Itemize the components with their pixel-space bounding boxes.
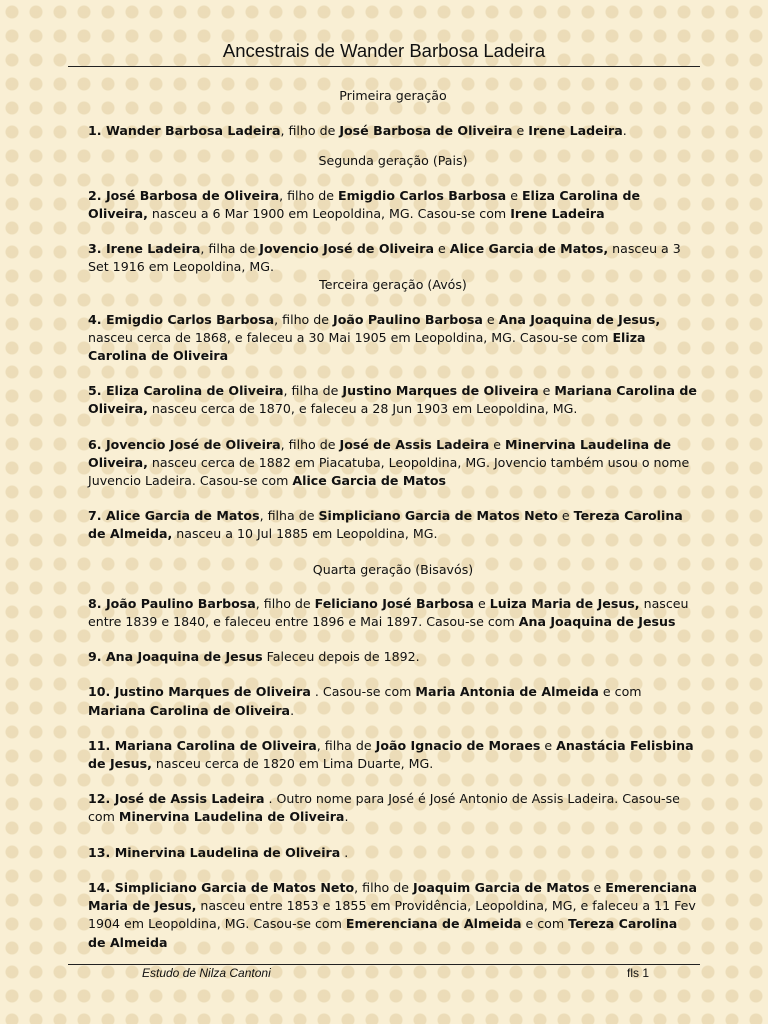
page-title: Ancestrais de Wander Barbosa Ladeira — [222, 40, 546, 61]
bold-name-text: João Paulino Barbosa — [333, 311, 483, 327]
bold-name-text: José de Assis Ladeira — [339, 436, 490, 452]
bold-name-text: Eliza Carolina de Oliveira — [88, 329, 646, 364]
footer-page-number: fls 1 — [627, 966, 650, 980]
ancestor-entry-14 — [88, 879, 698, 952]
entry-text: , filho de — [354, 879, 414, 895]
bold-name-text: Irene Ladeira — [528, 123, 623, 139]
entry-text: , filho de — [274, 311, 334, 327]
entry-text: e com — [598, 684, 642, 700]
entry-text: , filha de — [283, 383, 343, 399]
bold-name-text: 13. — [88, 844, 115, 860]
entry-text: e — [538, 383, 555, 399]
bold-name-text: José Barbosa de Oliveira — [339, 123, 513, 139]
bold-name-text: Simpliciano Garcia de Matos Neto — [318, 508, 558, 524]
header-rule — [68, 66, 700, 67]
ancestor-entry-3 — [88, 240, 698, 276]
bold-name-text: Emigdio Carlos Barbosa — [337, 187, 507, 203]
footer-author: Estudo de Nilza Cantoni — [142, 966, 271, 980]
footer-rule — [68, 964, 700, 965]
bold-name-text: 10. — [88, 684, 115, 700]
bold-name-text: 14. — [88, 879, 115, 895]
entry-text: nasceu cerca de 1820 em Lima Duarte, MG. — [151, 756, 434, 772]
bold-name-text: José Barbosa de Oliveira — [105, 187, 280, 203]
entry-text: nasceu cerca de 1870, e faleceu a 28 Jun 1903 em Leopoldina, MG. — [147, 401, 578, 417]
generation-heading: Segunda geração (Pais) — [318, 153, 468, 169]
ancestor-entry-10 — [88, 683, 698, 719]
entry-text: . Casou-se com — [310, 684, 416, 700]
bold-name-text: Ana Joaquina de Jesus — [518, 614, 676, 630]
bold-name-text: Simpliciano Garcia de Matos Neto — [114, 879, 355, 895]
bold-name-text: Justino Marques de Oliveira — [342, 383, 539, 399]
bold-name-text: Minervina Laudelina de Oliveira — [114, 844, 341, 860]
entry-text: , filha de — [200, 241, 260, 257]
bold-name-text: Mariana Carolina de Oliveira — [114, 737, 317, 753]
bold-name-text: Maria Antonia de Almeida — [415, 684, 599, 700]
ancestor-entry-8 — [88, 595, 698, 631]
bold-name-text: Ana Joaquina de Jesus — [105, 649, 263, 665]
bold-name-text: Anastácia Felisbina de Jesus, — [88, 737, 694, 772]
entry-text: . Outro nome para José é José Antonio de Assis Ladeira. Casou-se com — [88, 791, 680, 825]
bold-name-text: Irene Ladeira — [510, 205, 605, 221]
entry-text: nasceu entre 1839 e 1840, e faleceu entre 1896 e Mai 1897. Casou-se com — [88, 595, 689, 630]
bold-name-text: José de Assis Ladeira — [114, 791, 265, 807]
bold-name-text: Tereza Carolina de Almeida, — [88, 508, 683, 542]
entry-text: , filha de — [259, 508, 319, 524]
entry-text: e — [512, 123, 529, 139]
bold-name-text: 1. — [88, 123, 106, 139]
bold-name-text: João Paulino Barbosa — [105, 595, 256, 611]
bold-name-text: 7. — [88, 508, 106, 524]
entry-text: , filha de — [316, 737, 376, 753]
entry-text: nasceu a 10 Jul 1885 em Leopoldina, MG. — [172, 526, 438, 542]
bold-name-text: Ana Joaquina de Jesus, — [498, 311, 661, 327]
bold-name-text: Jovencio José de Oliveira — [259, 241, 434, 257]
bold-name-text: João Ignacio de Moraes — [375, 737, 541, 753]
bold-name-text: 8. — [88, 595, 106, 611]
entry-text: , filho de — [279, 187, 338, 203]
bold-name-text: Irene Ladeira — [105, 241, 201, 257]
entry-text: . — [340, 844, 349, 860]
entry-text: nasceu entre 1853 e 1855 em Providência, Leopoldina, MG, e faleceu a 11 Fev 1904 em Leopoldina, MG. Casou-se com — [88, 898, 696, 932]
entry-text: e — [473, 595, 490, 611]
entry-text: nasceu a 3 Set 1916 em Leopoldina, MG. — [88, 241, 681, 275]
bold-name-text: Alice Garcia de Matos — [292, 473, 447, 489]
ancestor-entry-1 — [88, 122, 698, 140]
ancestor-entry-5 — [88, 382, 698, 418]
bold-name-text: 3. — [88, 241, 106, 257]
entry-text: e — [489, 436, 506, 452]
entry-text: e — [540, 737, 557, 753]
ancestor-entry-12 — [88, 790, 698, 826]
ancestor-entry-13 — [88, 844, 698, 862]
entry-text: e — [506, 187, 522, 203]
bold-name-text: Tereza Carolina de Almeida — [88, 916, 678, 950]
entry-text: e com — [521, 916, 569, 932]
entry-text: Faleceu depois de 1892. — [262, 649, 420, 665]
document-body — [88, 87, 698, 952]
entry-text: , filho de — [255, 595, 315, 611]
entry-text: , filho de — [280, 123, 340, 139]
bold-name-text: Feliciano José Barbosa — [314, 595, 474, 611]
bold-name-text: 4. — [88, 311, 106, 327]
bold-name-text: Joaquim Garcia de Matos — [413, 879, 590, 895]
bold-name-text: Minervina Laudelina de Oliveira — [118, 809, 345, 825]
bold-name-text: Alice Garcia de Matos — [105, 508, 260, 524]
entry-text: . — [622, 123, 627, 139]
entry-text: e — [482, 311, 499, 327]
entry-text: nasceu a 6 Mar 1900 em Leopoldina, MG. Casou-se com — [147, 205, 511, 221]
bold-name-text: Emerenciana de Almeida — [345, 916, 522, 932]
bold-name-text: Luiza Maria de Jesus, — [489, 595, 640, 611]
bold-name-text: Minervina Laudelina de Oliveira, — [88, 436, 672, 470]
entry-text: e — [433, 241, 450, 257]
bold-name-text: 5. — [88, 383, 106, 399]
bold-name-text: 6. — [88, 436, 106, 452]
generation-heading: Quarta geração (Bisavós) — [312, 561, 474, 577]
ancestor-entry-4 — [88, 311, 698, 366]
ancestor-entry-9 — [88, 648, 698, 666]
entry-text: . — [344, 809, 349, 825]
ancestor-entry-11 — [88, 737, 698, 773]
entry-text: nasceu cerca de 1868, e faleceu a 30 Mai 1905 em Leopoldina, MG. Casou-se com — [88, 329, 613, 345]
entry-text: , filho de — [280, 436, 340, 452]
ancestor-entry-6 — [88, 436, 698, 491]
bold-name-text: 2. — [88, 187, 106, 203]
bold-name-text: Mariana Carolina de Oliveira, — [88, 383, 697, 417]
bold-name-text: Emerenciana Maria de Jesus, — [88, 879, 698, 914]
ancestor-entry-2 — [88, 187, 698, 223]
bold-name-text: 12. — [88, 791, 115, 807]
generation-heading: Primeira geração — [339, 88, 447, 103]
bold-name-text: Justino Marques de Oliveira — [114, 684, 311, 700]
entry-text: e — [557, 508, 574, 524]
bold-name-text: Wander Barbosa Ladeira — [105, 123, 281, 139]
generation-heading: Terceira geração (Avós) — [319, 277, 467, 293]
bold-name-text: 11. — [88, 737, 115, 753]
bold-name-text: Eliza Carolina de Oliveira, — [88, 187, 641, 221]
bold-name-text: Emigdio Carlos Barbosa — [105, 311, 275, 327]
entry-text: nasceu cerca de 1882 em Piacatuba, Leopoldina, MG. Jovencio também usou o nome Juvencio Ladeira. Casou-se com — [88, 454, 690, 489]
bold-name-text: 9. — [88, 649, 106, 665]
ancestor-entry-7 — [88, 507, 698, 543]
entry-text: . — [290, 702, 295, 718]
bold-name-text: Alice Garcia de Matos, — [449, 241, 609, 257]
bold-name-text: Mariana Carolina de Oliveira — [88, 702, 291, 718]
entry-text: e — [589, 879, 606, 895]
bold-name-text: Jovencio José de Oliveira — [105, 436, 281, 452]
bold-name-text: Eliza Carolina de Oliveira — [105, 383, 284, 399]
